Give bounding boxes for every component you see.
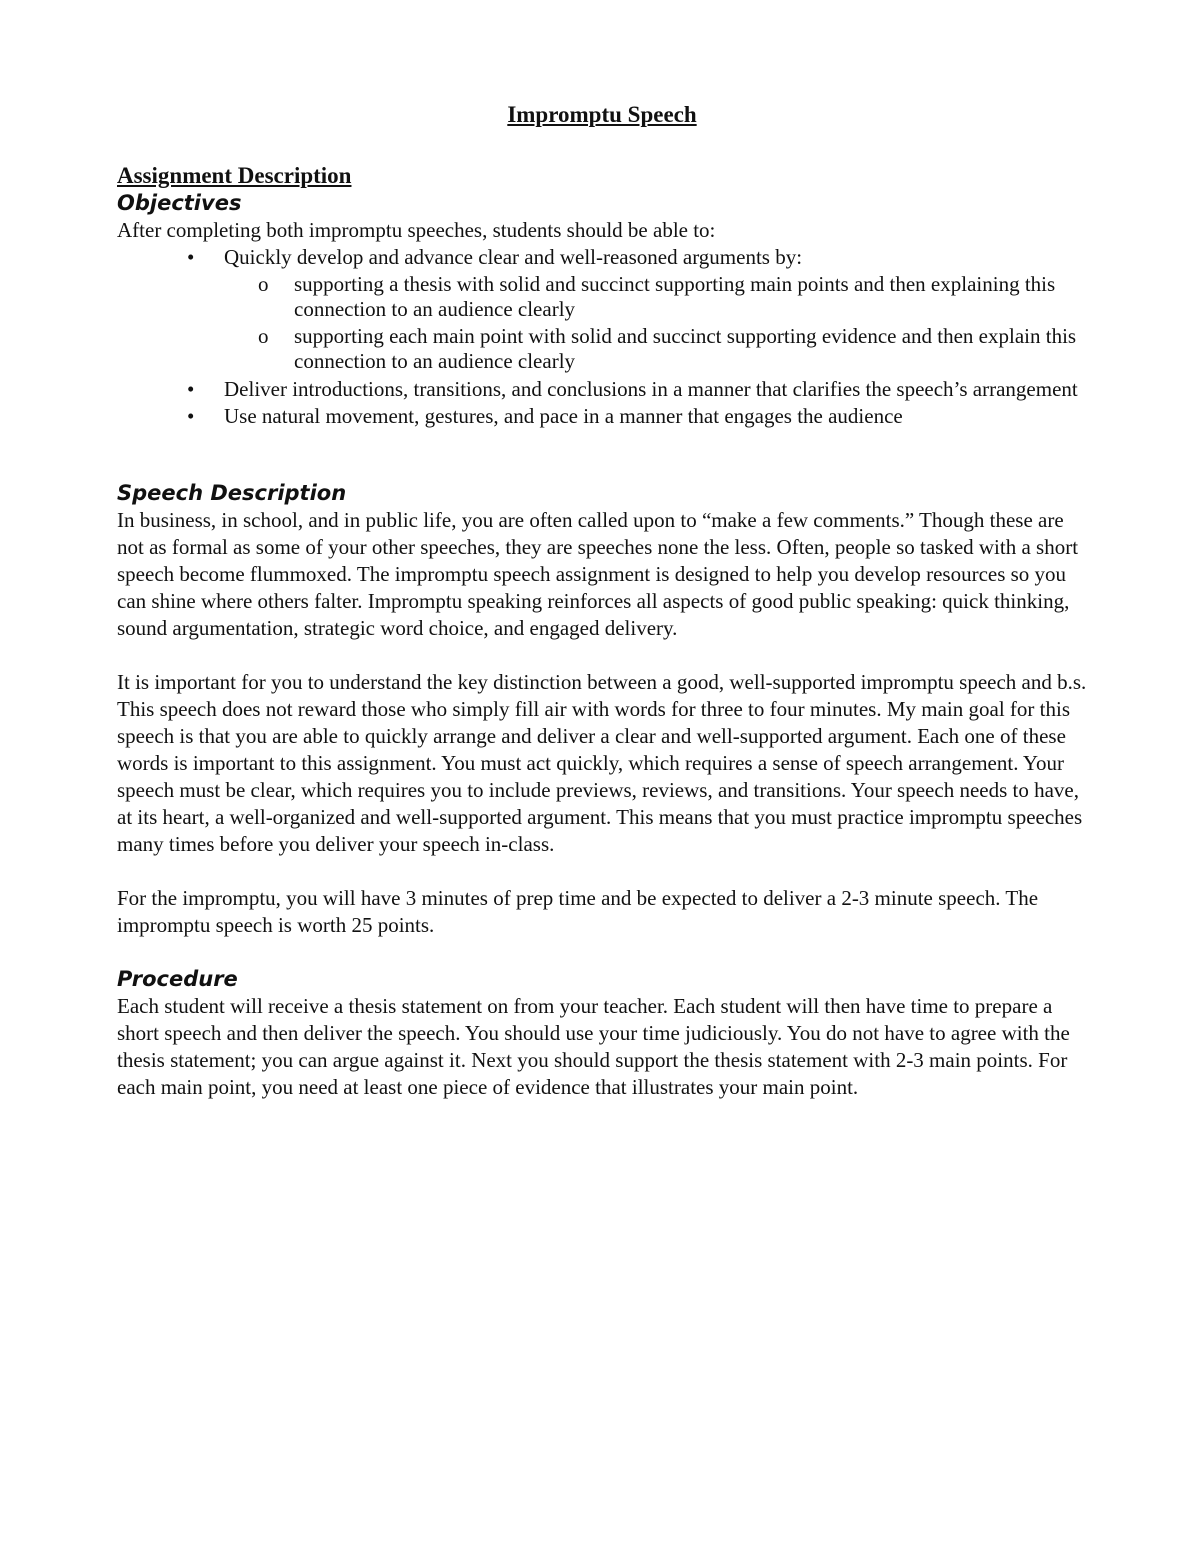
objective-item: • Use natural movement, gestures, and pace in a manner that engages the audience [224, 403, 1087, 430]
speech-description-paragraph: In business, in school, and in public life, you are often called upon to “make a few comments.” Though these are not as formal as some of your other speeches, they are speeches none the less. Often, people so tasked with a short speech become flummoxed. The impromptu speech assignment is designed to help you develop resources so you can shine where others falter. Impromptu speaking reinforces all aspects of good public speaking: quick thinking, sound argumentation, strategic word choice, and engaged delivery. [117, 508, 1079, 640]
speech-description-heading: Speech Description [117, 481, 347, 505]
objective-text: Quickly develop and advance clear and well-reasoned arguments by: [224, 245, 803, 269]
objective-item [224, 244, 1087, 374]
document-title: Impromptu Speech [507, 102, 697, 127]
assignment-description-heading: Assignment Description [117, 163, 352, 188]
objective-subitem: o supporting each main point with solid and succinct supporting evidence and then explain this connection to an audience clearly [294, 324, 1087, 374]
procedure-heading: Procedure [117, 967, 238, 991]
speech-description-paragraph: For the impromptu, you will have 3 minutes of prep time and be expected to deliver a 2-3 minute speech. The impromptu speech is worth 25 points. [117, 886, 1039, 937]
objective-item: • Deliver introductions, transitions, and conclusions in a manner that clarifies the speech’s arrangement [224, 376, 1087, 403]
objectives-list [117, 244, 1087, 430]
objective-subitem: o supporting a thesis with solid and succinct supporting main points and then explaining this connection to an audience clearly [294, 272, 1087, 322]
speech-description-paragraph: It is important for you to understand the key distinction between a good, well-supported impromptu speech and b.s. This speech does not reward those who simply fill air with words for three to four minutes. My main goal for this speech is that you are able to quickly arrange and deliver a clear and well-supported argument. Each one of these words is important to this assignment. You must act quickly, which requires a sense of speech arrangement. Your speech must be clear, which requires you to include previews, reviews, and transitions. Your speech needs to have, at its heart, a well-organized and well-supported argument. This means that you must practice impromptu speeches many times before you deliver your speech in-class. [117, 670, 1087, 856]
objectives-heading: Objectives [117, 191, 242, 215]
document-page [117, 100, 1087, 1101]
procedure-paragraph: Each student will receive a thesis statement on from your teacher. Each student will then have time to prepare a short speech and then deliver the speech. You should use your time judiciously. You do not have to agree with the thesis statement; you can argue against it. Next you should support the thesis statement with 2-3 main points. For each main point, you need at least one piece of evidence that illustrates your main point. [117, 994, 1070, 1099]
objective-sublist [224, 272, 1087, 374]
objectives-intro: After completing both impromptu speeches, students should be able to: [117, 218, 716, 242]
